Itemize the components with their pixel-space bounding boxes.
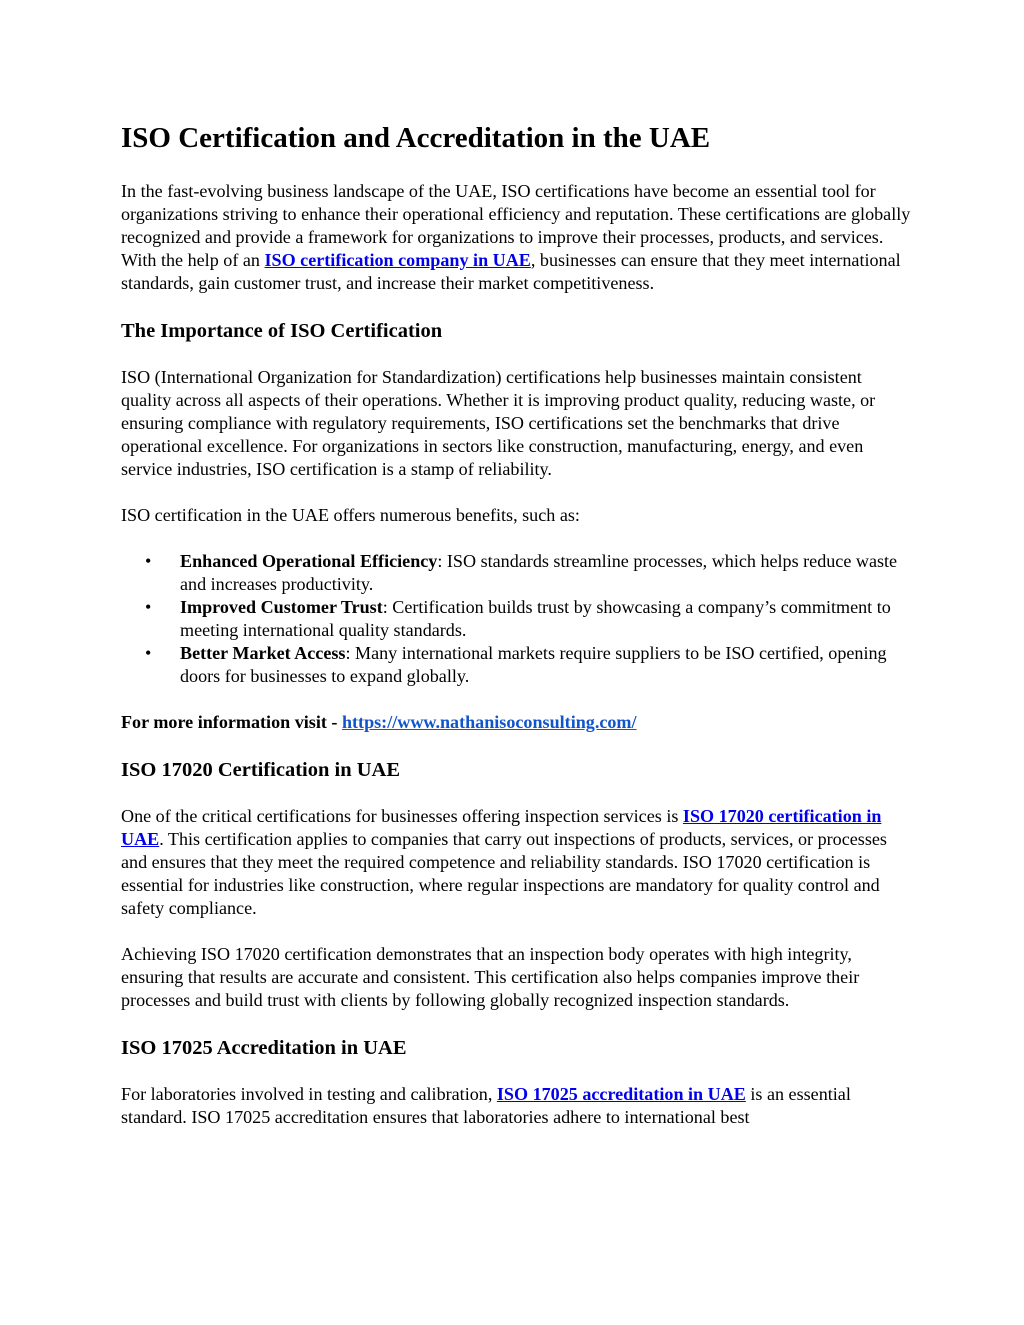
benefit-text: : ISO standards streamline processes, which helps reduce waste and increases productivity.: [180, 551, 898, 594]
list-item: [145, 642, 911, 688]
list-item: [145, 596, 911, 642]
iso17020-text-before: One of the critical certifications for businesses offering inspection services is: [121, 806, 683, 826]
iso17025-paragraph-1: [121, 1083, 911, 1129]
list-item: [145, 550, 911, 596]
iso17020-paragraph-2: Achieving ISO 17020 certification demonstrates that an inspection body operates with high integrity, ensuring that results are accurate and consistent. This certification also helps companies improve their processes and build trust with clients by following globally recognized inspection standards.: [121, 944, 860, 1010]
iso17025-text-before: For laboratories involved in testing and calibration,: [121, 1084, 497, 1104]
more-info-line: [121, 711, 911, 734]
page-title: ISO Certification and Accreditation in the UAE: [121, 122, 711, 154]
document-page: [121, 118, 911, 1152]
benefit-term: Better Market Access: [180, 643, 346, 663]
benefit-term: Enhanced Operational Efficiency: [180, 551, 438, 571]
importance-paragraph-1: ISO (International Organization for Standardization) certifications help businesses maintain consistent quality across all aspects of their operations. Whether it is improving product quality, reducing waste, or ensuring compliance with regulatory requirements, ISO certifications set the benchmarks that drive operational excellence. For organizations in sectors like construction, manufacturing, energy, and even service industries, ISO certification is a stamp of reliability.: [121, 367, 876, 479]
bullet-icon: •: [145, 597, 152, 617]
benefit-text: : Certification builds trust by showcasing a company’s commitment to meeting international quality standards.: [180, 597, 891, 640]
benefit-text: : Many international markets require suppliers to be ISO certified, opening doors for businesses to expand globally.: [180, 643, 887, 686]
intro-text-before: In the fast-evolving business landscape of the UAE, ISO certifications have become an essential tool for organizations striving to enhance their operational efficiency and reputation. These certifications are globally recognized and provide a framework for organizations to improve their processes, products, and services. With the help of an: [121, 181, 911, 270]
iso17025-text-after: is an essential standard. ISO 17025 accreditation ensures that laboratories adhere to international best: [121, 1084, 851, 1127]
benefit-term: Improved Customer Trust: [180, 597, 383, 617]
iso-certification-company-link[interactable]: ISO certification company in UAE: [264, 250, 531, 270]
benefits-list: [121, 550, 911, 688]
website-link[interactable]: https://www.nathanisoconsulting.com/: [341, 712, 637, 732]
intro-text-after: , businesses can ensure that they meet international standards, gain customer trust, and increase their market competitiveness.: [121, 250, 901, 293]
iso17020-heading: ISO 17020 Certification in UAE: [121, 759, 401, 781]
iso17020-certification-link[interactable]: ISO 17020 certification in UAE: [121, 806, 882, 849]
importance-heading: The Importance of ISO Certification: [121, 320, 443, 342]
importance-paragraph-2: ISO certification in the UAE offers numerous benefits, such as:: [121, 505, 580, 525]
bullet-icon: •: [145, 643, 152, 663]
iso17020-paragraph-1: [121, 805, 911, 920]
intro-paragraph: [121, 180, 911, 295]
more-info-label: For more information visit -: [121, 712, 342, 732]
iso17025-heading: ISO 17025 Accreditation in UAE: [121, 1037, 407, 1059]
iso17025-accreditation-link[interactable]: ISO 17025 accreditation in UAE: [496, 1084, 746, 1104]
iso17020-text-after: . This certification applies to companies that carry out inspections of products, services, or processes and ensures that they meet the required competence and reliability standards. ISO 17020 certification is essential for industries like construction, where regular inspections are mandatory for quality control and safety compliance.: [121, 829, 887, 918]
bullet-icon: •: [145, 551, 152, 571]
